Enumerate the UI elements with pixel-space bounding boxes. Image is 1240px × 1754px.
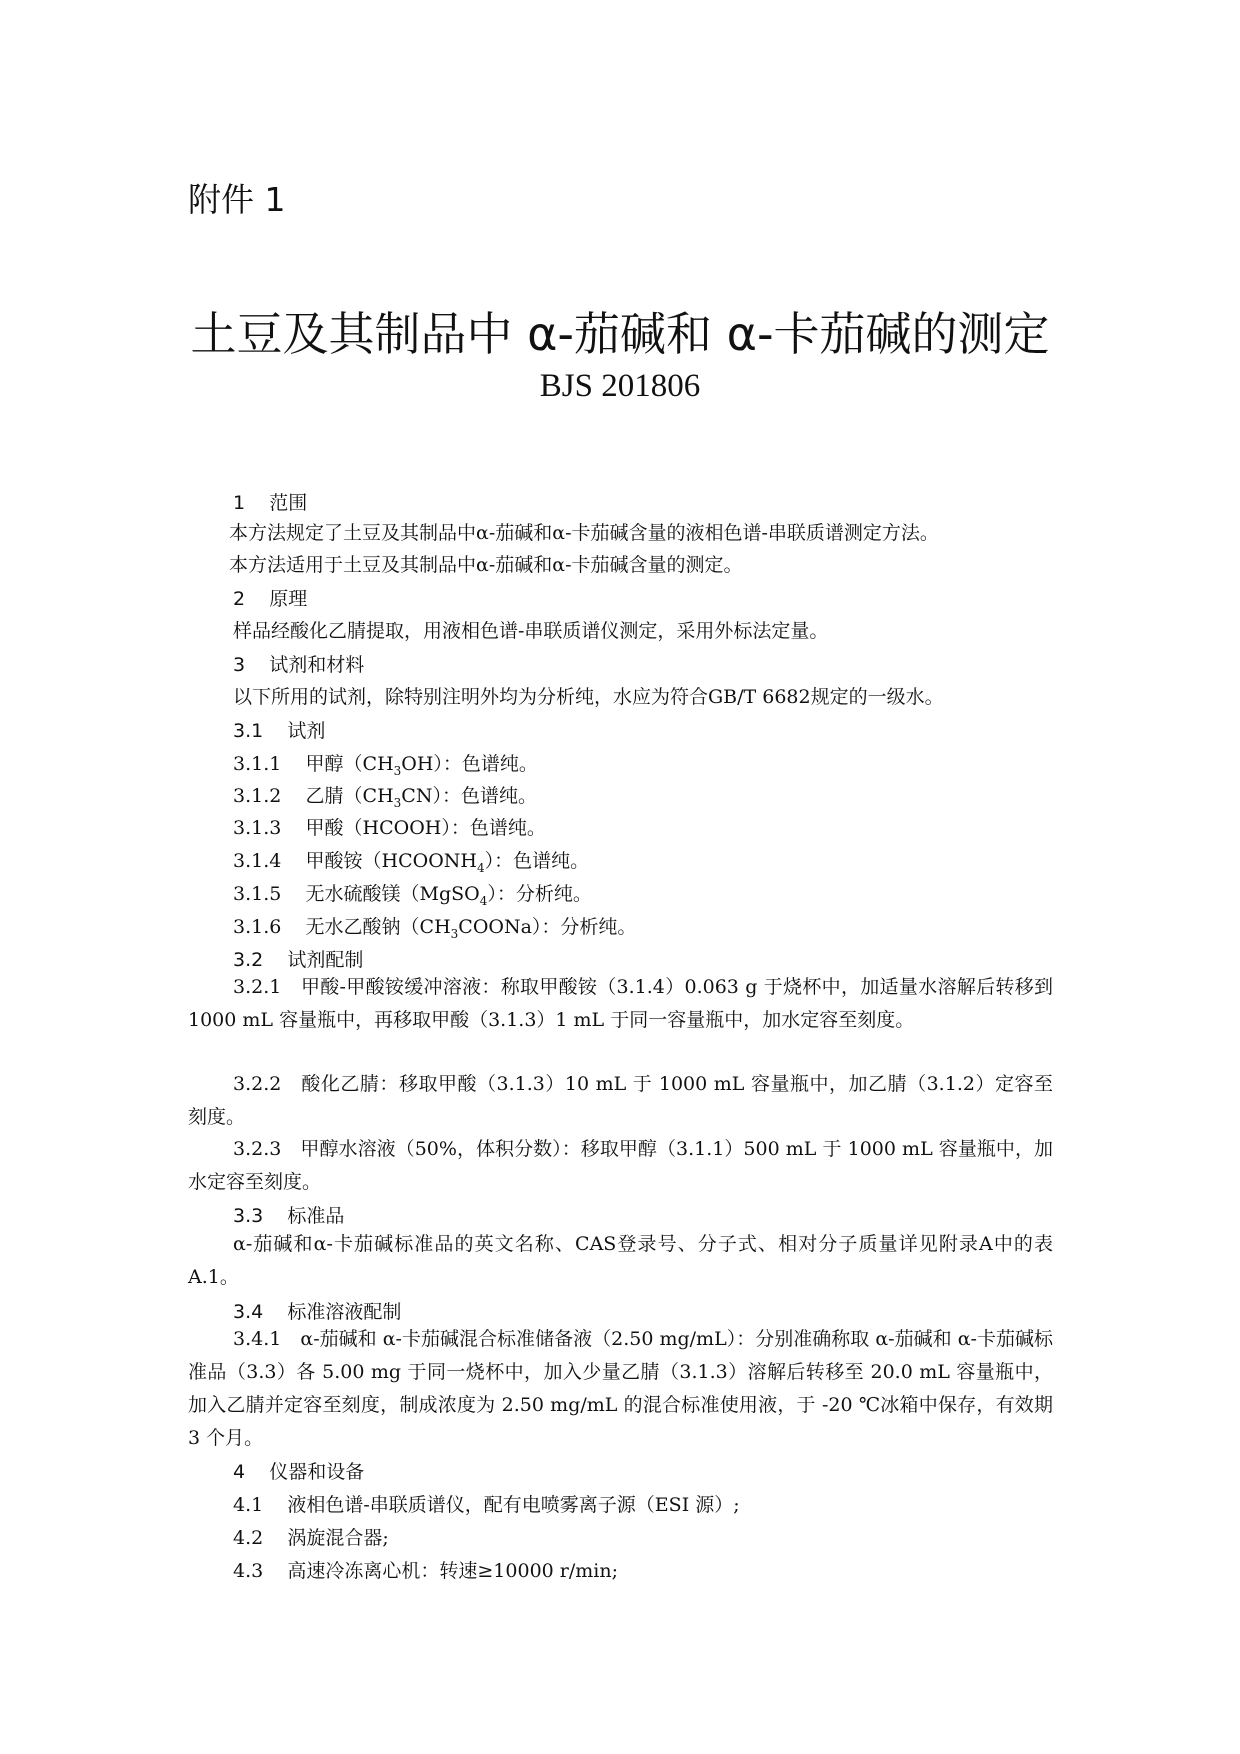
paragraph-3-2-1: 3.2.1 甲酸-甲酸铵缓冲溶液：称取甲酸铵（3.1.4）0.063 g 于烧杯中，加适量水溶解后转移到 1000 mL 容量瓶中，再移取甲酸（3.1.3）1 mL 于同一容量瓶中，加水定容至刻度。: [188, 976, 1053, 1031]
section-number: 3.2: [233, 949, 264, 971]
section-title: 试剂配制: [287, 949, 364, 971]
section-number: 3.4: [233, 1301, 264, 1323]
attachment-label: 附件 1: [188, 180, 286, 219]
section-4-heading: [233, 1457, 364, 1484]
section-3-2-heading: [233, 945, 363, 972]
section-3-1-heading: [233, 716, 325, 743]
section-number: 1: [233, 492, 246, 514]
section-3-heading: [233, 650, 364, 677]
section-title: 试剂: [287, 720, 326, 742]
reagent-item: 3.1.5 无水硫酸镁（MgSO$_4$）：分析纯。: [233, 883, 592, 908]
reagent-item: 3.1.3 甲酸（HCOOH）：色谱纯。: [233, 817, 546, 839]
section-2-para-1: 样品经酸化乙腈提取，用液相色谱-串联质谱仪测定，采用外标法定量。: [233, 620, 829, 642]
paragraph-3-2-3: 3.2.3 甲醇水溶液（50%，体积分数）：移取甲醇（3.1.1）500 mL 于 1000 mL 容量瓶中，加水定容至刻度。: [188, 1138, 1053, 1193]
section-3-para-1: 以下所用的试剂，除特别注明外均为分析纯，水应为符合GB/T 6682规定的一级水。: [233, 686, 944, 708]
equipment-item: 4.2 涡旋混合器;: [233, 1527, 389, 1549]
section-1-para-1: 本方法规定了土豆及其制品中α-茄碱和α-卡茄碱含量的液相色谱-串联质谱测定方法。: [229, 522, 939, 544]
section-3-3-heading: [233, 1201, 344, 1228]
section-number: 3: [233, 654, 246, 676]
standard-code: BJS 201806: [539, 368, 701, 404]
section-title: 范围: [269, 492, 308, 514]
section-1-heading: [233, 488, 307, 515]
section-number: 3.1: [233, 720, 264, 742]
paragraph-3-4-1: 3.4.1 α-茄碱和 α-卡茄碱混合标准储备液（2.50 mg/mL）：分别准确称取 α-茄碱和 α-卡茄碱标准品（3.3）各 5.00 mg 于同一烧杯中，加入少量乙腈（3.1.3）溶解后转移至 20.0 mL 容量瓶中，加入乙腈并定容至刻度，制成浓度为 2.50 mg/mL 的混合标准使用液，于 -20 ℃冰箱中保存，有效期 3 个月。: [188, 1328, 1053, 1449]
reagent-item: 3.1.1 甲醇$(CH_3OH)$：色谱纯。: [233, 753, 538, 778]
reagent-item: 3.1.6 无水乙酸钠$(CH_3COONa)$：分析纯。: [233, 916, 637, 941]
section-title: 标准品: [287, 1205, 345, 1227]
section-title: 标准溶液配制: [287, 1301, 402, 1323]
section-number: 3.3: [233, 1205, 264, 1227]
reagent-item: 3.1.4 甲酸铵$(HCOONH_4)$：色谱纯。: [233, 850, 590, 875]
paragraph-3-2-2: 3.2.2 酸化乙腈：移取甲酸（3.1.3）10 mL 于 1000 mL 容量瓶中，加乙腈（3.1.2）定容至刻度。: [188, 1073, 1053, 1128]
section-1-para-2: 本方法适用于土豆及其制品中α-茄碱和α-卡茄碱含量的测定。: [229, 554, 743, 576]
section-title: 仪器和设备: [269, 1461, 365, 1483]
section-title: 试剂和材料: [269, 654, 365, 676]
reagent-item: 3.1.2 乙腈$(CH_3CN)$：色谱纯。: [233, 785, 537, 810]
paragraph-3-3: α-茄碱和α-卡茄碱标准品的英文名称、CAS登录号、分子式、相对分子质量详见附录A中的表A.1。: [188, 1233, 1053, 1288]
document-title: 土豆及其制品中 α-茄碱和 α-卡茄碱的测定: [190, 307, 1050, 361]
section-3-4-heading: [233, 1297, 401, 1324]
section-2-heading: [233, 584, 307, 611]
equipment-item: 4.3 高速冷冻离心机：转速≥10000 r/min;: [233, 1560, 619, 1582]
equipment-item: 4.1 液相色谱-串联质谱仪，配有电喷雾离子源（ESI 源）;: [233, 1494, 740, 1516]
section-number: 2: [233, 588, 246, 610]
section-number: 4: [233, 1461, 246, 1483]
section-title: 原理: [269, 588, 308, 610]
